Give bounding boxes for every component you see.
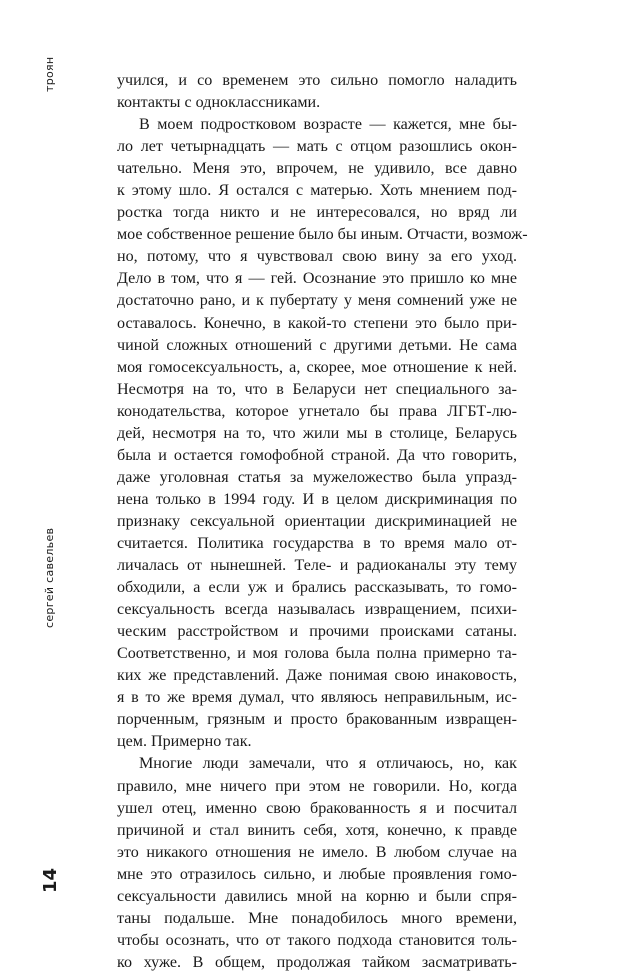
text-line: моя гомосексуальность, а, скорее, мое отношение к ней.	[117, 358, 517, 376]
paragraph	[117, 753, 517, 973]
text-line: Дело в том, что я — гей. Осознание это пришло ко мне	[117, 270, 517, 288]
text-line: чательно. Меня это, впрочем, не удивило, все давно	[117, 160, 517, 178]
text-line: учился, и со временем это сильно помогло наладить	[117, 72, 517, 89]
text-line: но, потому, что я чувствовал свою вину за его уход.	[117, 248, 517, 266]
text-line: таны подальше. Мне понадобилось много времени,	[117, 909, 517, 927]
text-line: сексуальность всегда называлась извращением, психи-	[117, 601, 517, 619]
text-line: сексуальности давились мной на корню и были спря-	[117, 887, 517, 905]
text-line: чтобы осознать, что от такого подхода становится толь-	[117, 931, 517, 949]
paragraph	[117, 114, 528, 753]
text-line: признаку сексуальной ориентации дискриминацией не	[117, 512, 517, 530]
paragraph	[117, 70, 517, 114]
text-line: причиной и стал винить себя, хотя, конечно, к правде	[117, 821, 517, 839]
text-line: ческим расстройством и прочими происками сатаны.	[117, 623, 517, 641]
author-name: сергей савельев	[43, 527, 56, 628]
text-line: ушел отец, именно свою бракованность я и посчитал	[117, 799, 517, 817]
text-line: я в то же время думал, что являюсь неправильным, ис-	[117, 689, 517, 707]
text-line: обходили, а если уж и брались рассказывать, то гомо-	[117, 579, 517, 597]
body-text	[117, 70, 528, 974]
text-line: ло лет четырнадцать — мать с отцом разошлись окон-	[117, 138, 517, 156]
text-line: ких же представлений. Даже понимая свою инаковость,	[117, 667, 517, 685]
text-line: Многие люди замечали, что я отличаюсь, но, как	[139, 755, 517, 773]
text-line: оставалось. Конечно, в какой-то степени это было при-	[117, 314, 517, 332]
text-line: была и остается гомофобной страной. Да что говорить,	[117, 446, 517, 464]
text-line: правило, мне ничего при этом не говорили. Но, когда	[117, 777, 517, 795]
text-line: ростка тогда никто и не интересовался, но вряд ли	[117, 204, 517, 222]
text-line: считается. Политика государства в то время мало от-	[117, 534, 517, 552]
text-line: чиной сложных отношений с другими детьми. Не сама	[117, 336, 517, 354]
text-line: контакты с одноклассниками.	[117, 94, 321, 112]
text-line: нена только в 1994 году. И в целом дискриминация по	[117, 490, 517, 508]
text-line: Несмотря на то, что в Беларуси нет специального за-	[117, 380, 517, 398]
text-line: достаточно рано, и к пубертату у меня сомнений уже не	[117, 292, 517, 310]
text-line: к этому шло. Я остался с матерью. Хоть мнением под-	[117, 182, 517, 200]
text-line: личалась от нынешней. Теле- и радиоканалы эту тему	[117, 557, 517, 575]
text-line: цем. Примерно так.	[117, 733, 252, 751]
text-line: ко хуже. В общем, продолжая тайком засматривать-	[117, 953, 517, 971]
text-line: это никакого отношения не имело. В любом случае на	[117, 843, 517, 861]
text-line: В моем подростковом возрасте — кажется, мне бы-	[139, 116, 517, 134]
text-line: Соответственно, и моя голова была полна примерно та-	[117, 645, 517, 663]
text-line: даже уголовная статья за мужеложество была упразд-	[117, 468, 517, 486]
text-line: порченным, грязным и просто бракованным извращен-	[117, 711, 517, 729]
page-number: 14	[40, 867, 61, 893]
text-line: конодательства, которое угнетало бы права ЛГБТ-лю-	[117, 402, 517, 420]
text-line: мое собственное решение было бы иным. Отчасти, возмож-	[117, 226, 528, 244]
text-line: дей, несмотря на то, что жили мы в столице, Беларусь	[117, 424, 517, 442]
text-line: мне это отразилось сильно, и любые проявления гомо-	[117, 865, 517, 883]
running-head: троян	[43, 56, 56, 92]
